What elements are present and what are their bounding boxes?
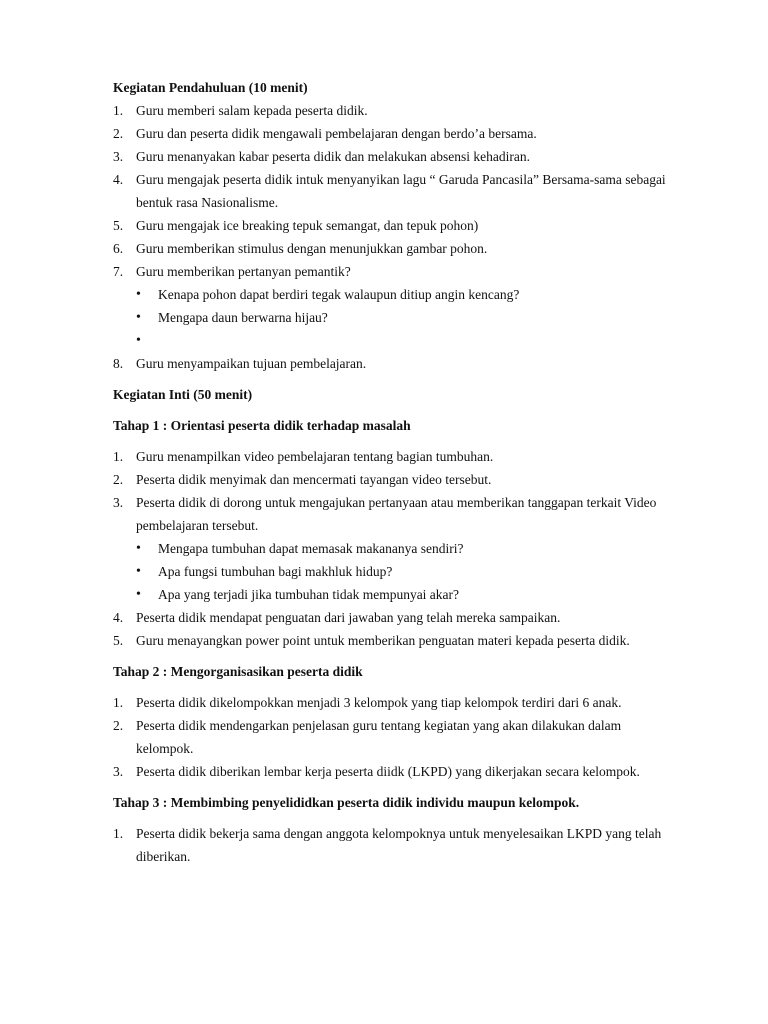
tahap1-bullet-list — [136, 537, 678, 606]
bullet-item: • Kenapa pohon dapat berdiri tegak walaupun ditiup angin kencang? — [136, 283, 678, 306]
bullet-icon: • — [136, 564, 141, 579]
bullet-item — [136, 329, 678, 352]
bullet-icon: • — [136, 287, 141, 302]
bullet-item: • Mengapa tumbuhan dapat memasak makananya sendiri? — [136, 537, 678, 560]
list-item: 3. Guru menanyakan kabar peserta didik dan melakukan absensi kehadiran. — [113, 149, 530, 164]
list-item: 1. Peserta didik bekerja sama dengan anggota kelompoknya untuk menyelesaikan LKPD yang telah diberikan. — [113, 826, 662, 864]
list-item: 2. Peserta didik menyimak dan mencermati tayangan video tersebut. — [113, 472, 492, 487]
inti-heading: Kegiatan Inti (50 menit) — [113, 387, 253, 402]
pendahuluan-list — [113, 99, 678, 375]
list-item: 5. Guru mengajak ice breaking tepuk semangat, dan tepuk pohon) — [113, 218, 479, 233]
list-item: 4. Guru mengajak peserta didik intuk menyanyikan lagu “ Garuda Pancasila” Bersama-sama sebagai bentuk rasa Nasionalisme. — [113, 172, 666, 210]
pendahuluan-heading: Kegiatan Pendahuluan (10 menit) — [113, 80, 308, 95]
list-item: 6. Guru memberikan stimulus dengan menunjukkan gambar pohon. — [113, 241, 488, 256]
tahap1-list — [113, 445, 678, 652]
bullet-item: • Apa fungsi tumbuhan bagi makhluk hidup? — [136, 560, 678, 583]
list-item: 8. Guru menyampaikan tujuan pembelajaran. — [113, 356, 367, 371]
list-item: 2. Guru dan peserta didik mengawali pembelajaran dengan berdo’a bersama. — [113, 126, 537, 141]
list-item: 1. Guru memberi salam kepada peserta didik. — [113, 103, 368, 118]
bullet-icon: • — [136, 333, 141, 348]
list-item: 5. Guru menayangkan power point untuk memberikan penguatan materi kepada peserta didik. — [113, 633, 630, 648]
tahap2-heading: Tahap 2 : Mengorganisasikan peserta didik — [113, 664, 363, 679]
list-item: 2. Peserta didik mendengarkan penjelasan guru tentang kegiatan yang akan dilakukan dalam kelompok. — [113, 718, 622, 756]
bullet-item: • Mengapa daun berwarna hijau? — [136, 306, 678, 329]
tahap1-heading: Tahap 1 : Orientasi peserta didik terhadap masalah — [113, 418, 411, 433]
bullet-icon: • — [136, 587, 141, 602]
pemantik-bullet-list — [136, 283, 678, 352]
tahap3-heading: Tahap 3 : Membimbing penyelididkan peserta didik individu maupun kelompok. — [113, 795, 580, 810]
list-item: 4. Peserta didik mendapat penguatan dari jawaban yang telah mereka sampaikan. — [113, 610, 561, 625]
list-item: 1. Guru menampilkan video pembelajaran tentang bagian tumbuhan. — [113, 449, 494, 464]
bullet-icon: • — [136, 310, 141, 325]
bullet-item: • Apa yang terjadi jika tumbuhan tidak mempunyai akar? — [136, 583, 678, 606]
tahap2-list — [113, 691, 678, 783]
list-item: 7. Guru memberikan pertanyan pemantik? • Kenapa pohon dapat berdiri tegak walaupun ditiup angin kencang? • Mengapa daun berwarna hijau? • — [113, 260, 678, 352]
list-item: 1. Peserta didik dikelompokkan menjadi 3 kelompok yang tiap kelompok terdiri dari 6 anak. — [113, 695, 622, 710]
list-item: 3. Peserta didik di dorong untuk mengajukan pertanyaan atau memberikan tanggapan terkait Video pembelajaran tersebut. • Mengapa tumbuhan dapat memasak makananya sendiri? • Apa fungsi tumbuhan bagi makhluk hidup? • Apa yang terjadi jika tumbuhan tidak mempunyai akar? — [113, 491, 678, 606]
tahap3-list — [113, 822, 678, 868]
list-item: 3. Peserta didik diberikan lembar kerja peserta diidk (LKPD) yang dikerjakan secara kelompok. — [113, 764, 640, 779]
bullet-icon: • — [136, 541, 141, 556]
